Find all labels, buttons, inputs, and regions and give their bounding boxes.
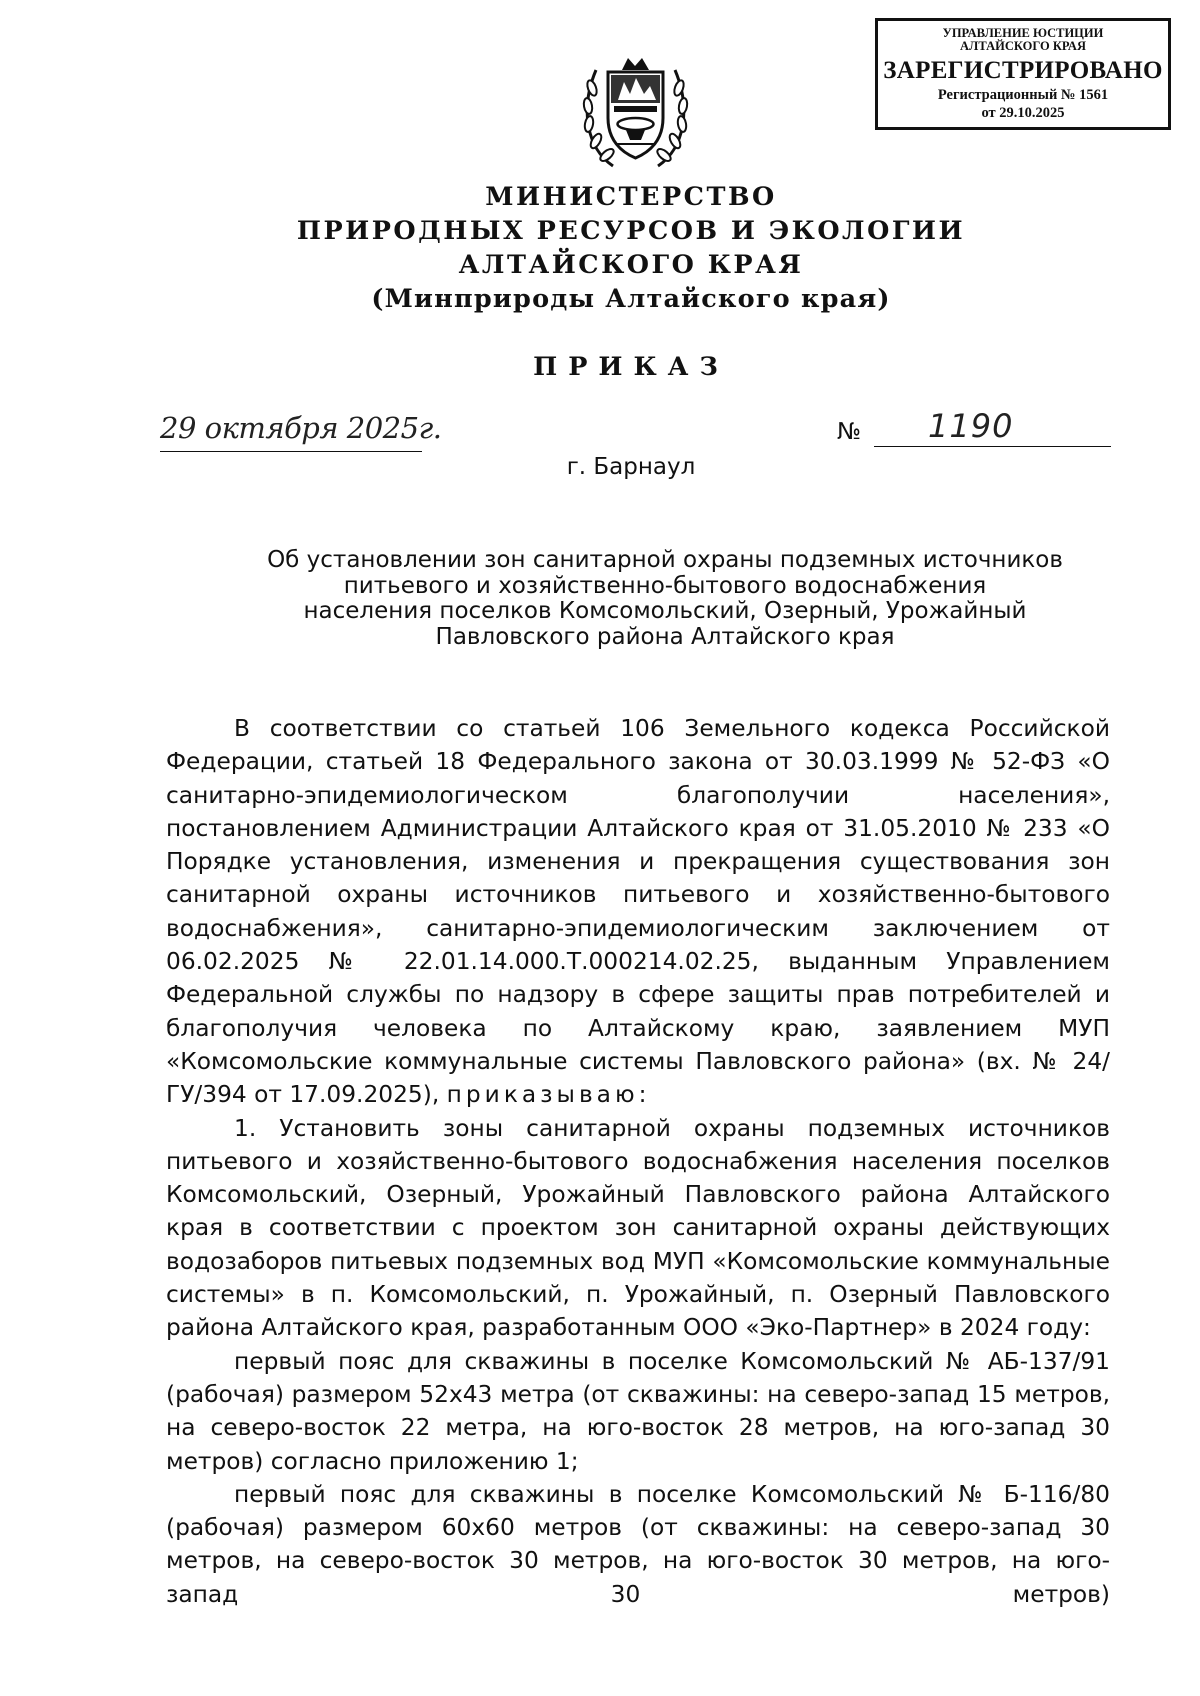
order-word: приказываю: (446, 1081, 651, 1109)
subject-line-2: питьевого и хозяйственно-бытового водоснабжения (343, 572, 987, 599)
preamble-text: В соответствии со статьей 106 Земельного кодекса Российской Федерации, статьей 18 Федерального закона от 30.03.1999 № 52-ФЗ «О санитарно-эпидемиологическом благополучии населения», постановлением Администрации Алтайского края от 31.05.2010 № 233 «О Порядке установления, изменения и прекращения существования зон санитарной охраны источников питьевого и хозяйственно-бытового водоснабжения», санитарно-эпидемиологическим заключением от 06.02.2025 № 22.01.14.000.Т.000214.02.25, выданным Управлением Федеральной службы по надзору в сфере защиты прав потребителей и благополучия человека по Алтайскому краю, заявлением МУП «Комсомольские коммунальные системы Павловского района» (вх. № 24/ГУ/394 от 17.09.2025), (166, 715, 1110, 1109)
number-label: № (837, 419, 861, 445)
date-underline (160, 451, 422, 452)
ministry-header (0, 180, 1200, 316)
stamp-line-1: УПРАВЛЕНИЕ ЮСТИЦИИ (942, 26, 1104, 40)
subject-line-1: Об установлении зон санитарной охраны подземных источников (267, 547, 1063, 573)
ministry-line-3: АЛТАЙСКОГО КРАЯ (458, 250, 804, 280)
paragraph-item-1: 1. Установить зоны санитарной охраны подземных источников питьевого и хозяйственно-бытового водоснабжения населения поселков Комсомольский, Озерный, Урожайный Павловского района Алтайского края в соответствии с проектом зон санитарной охраны действующих водозаборов питьевых подземных вод МУП «Комсомольские коммунальные системы» в п. Комсомольский, п. Урожайный, п. Озерный Павловского района Алтайского края, разработанным ООО «Эко-Партнер» в 2024 году: (166, 1114, 1110, 1342)
registration-stamp (875, 18, 1171, 130)
paragraph-preamble (166, 712, 1110, 1112)
coat-of-arms-icon (578, 48, 693, 170)
stamp-reg-date: от 29.10.2025 (981, 105, 1065, 121)
subject-line-3: населения поселков Комсомольский, Озерный, Урожайный (303, 598, 1027, 624)
ministry-line-2: ПРИРОДНЫХ РЕСУРСОВ И ЭКОЛОГИИ (296, 216, 966, 246)
stamp-line-2: АЛТАЙСКОГО КРАЯ (960, 39, 1086, 53)
handwritten-date: 29 октября 2025г. (160, 411, 442, 445)
stamp-status: ЗАРЕГИСТРИРОВАНО (883, 57, 1163, 84)
subject-line-4: Павловского района Алтайского края (435, 623, 895, 650)
number-underline (874, 446, 1111, 447)
paragraph-belt-2: первый пояс для скважины в поселке Комсомольский № Б-116/80 (рабочая) размером 60х60 метров (от скважины: на северо-запад 30 метров, на северо-восток 30 метров, на юго-восток 30 метров, на юго-запад 30 метров) (166, 1480, 1110, 1608)
stamp-reg-number: Регистрационный № 1561 (937, 87, 1109, 103)
paragraph-belt-1: первый пояс для скважины в поселке Комсомольский № АБ-137/91 (рабочая) размером 52х43 метра (от скважины: на северо-запад 15 метров, на северо-восток 22 метра, на юго-восток 28 метров, на юго-запад 30 метров) согласно приложению 1; (166, 1347, 1110, 1475)
city: г. Барнаул (566, 454, 696, 480)
document-type: ПРИКАЗ (533, 352, 729, 382)
document-subject (250, 548, 1080, 650)
document-body (166, 712, 1110, 1611)
ministry-short-name: (Минприроды Алтайского края) (371, 284, 891, 314)
ministry-line-1: МИНИСТЕРСТВО (485, 182, 777, 212)
handwritten-number: 1190 (928, 407, 1014, 445)
